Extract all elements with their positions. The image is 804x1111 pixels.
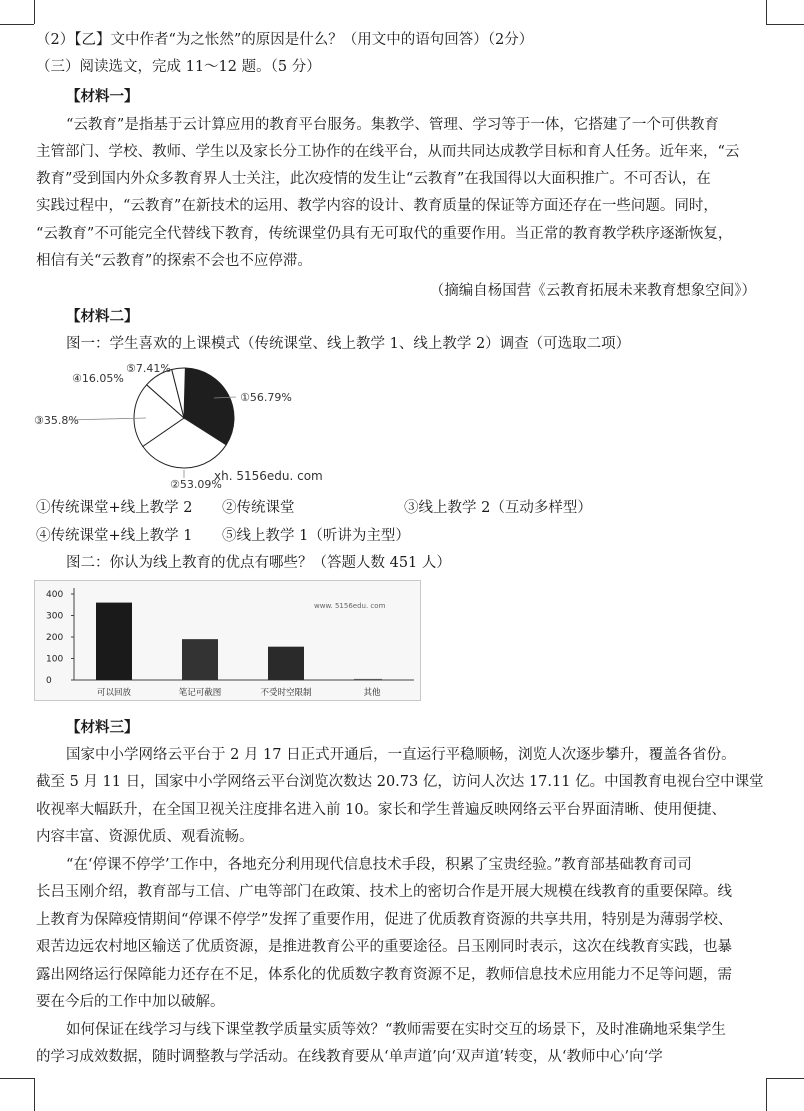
material-1-source: （摘编自杨国营《云教育拓展未来教育想象空间》） bbox=[429, 283, 756, 299]
watermark-1: xh. 5156edu. com bbox=[214, 469, 323, 483]
bar-category-label: 可以回放 bbox=[96, 688, 132, 698]
crop-mark bbox=[766, 1078, 804, 1079]
pie-legend-item-4: ④传统课堂+线上教学 1 bbox=[36, 528, 193, 544]
pie-chart bbox=[34, 360, 354, 490]
material-1-line: “云教育”是指基于云计算应用的教育平台服务。集教学、管理、学习等于一体，它搭建了一个可供教育 bbox=[66, 117, 719, 133]
material-2-title: 【材料二】 bbox=[66, 308, 139, 325]
pie-legend-item-5: ⑤线上教学 1（听讲为主型） bbox=[222, 528, 410, 544]
bar-category-label: 笔记可截图 bbox=[178, 688, 222, 698]
material-3-line: 的学习成效数据，随时调整教与学活动。在线教育要从‘单声道’向‘双声道’转变，从‘教师中心’向‘学 bbox=[36, 1049, 663, 1065]
figure-2-caption: 图二：你认为线上教育的优点有哪些？（答题人数 451 人） bbox=[66, 555, 451, 571]
chart-frame bbox=[35, 581, 421, 701]
crop-mark bbox=[0, 1078, 34, 1079]
pie-legend-item-1: ①传统课堂+线上教学 2 bbox=[36, 500, 193, 516]
question-2: （2）【乙】文中作者“为之怅然”的原因是什么？（用文中的语句回答）（2分） bbox=[36, 32, 534, 48]
material-1-line: 实践过程中，“云教育”在新技术的运用、教学内容的设计、教育质量的保证等方面还存在一些问题。同时， bbox=[36, 198, 718, 214]
material-1-line: 主管部门、学校、教师、学生以及家长分工协作的在线平台，从而共同达成教学目标和育人任务。近年来，“云 bbox=[36, 144, 740, 160]
crop-mark bbox=[766, 0, 767, 24]
bar-3 bbox=[268, 647, 304, 680]
watermark-2: www. 5156edu. com bbox=[314, 602, 386, 610]
material-1-line: 教育”受到国内外众多教育界人士关注，此次疫情的发生让“云教育”在我国得以大面积推广。不可否认，在 bbox=[36, 171, 711, 187]
material-3-line: “在‘停课不停学’工作中，各地充分利用现代信息技术手段，积累了宝贵经验。”教育部基础教育司司 bbox=[66, 857, 692, 873]
material-3-line: 露出网络运行保障能力还存在不足，体系化的优质数字教育资源不足，教师信息技术应用能力不足等问题，需 bbox=[36, 967, 732, 983]
material-3-line: 收视率大幅跃升，在全国卫视关注度排名进入前 10。家长和学生普遍反映网络云平台界面清晰、使用便捷、 bbox=[36, 802, 727, 818]
bar-chart bbox=[34, 580, 424, 705]
material-3-line: 截至 5 月 11 日，国家中小学网络云平台浏览次数达 20.73 亿，访问人次达 17.11 亿。中国教育电视台空中课堂 bbox=[36, 774, 764, 790]
bar-category-label: 不受时空限制 bbox=[260, 688, 312, 698]
material-3-line: 上教育为保障疫情期间“停课不停学”发挥了重要作用，促进了优质教育资源的共享共用，特别是为薄弱学校、 bbox=[36, 912, 733, 928]
y-tick-label: 0 bbox=[46, 676, 52, 686]
crop-mark bbox=[0, 24, 34, 25]
figure-1-caption: 图一：学生喜欢的上课模式（传统课堂、线上教学 1、线上教学 2）调查（可选取二项） bbox=[66, 336, 631, 352]
crop-mark bbox=[766, 1078, 767, 1111]
pie-label-4: ④16.05% bbox=[72, 372, 124, 385]
y-tick-label: 200 bbox=[46, 633, 64, 643]
bar-4 bbox=[354, 679, 382, 680]
y-tick-label: 100 bbox=[46, 654, 64, 665]
crop-mark bbox=[34, 1078, 35, 1111]
material-3-line: 如何保证在线学习与线下课堂教学质量实质等效？“教师需要在实时交互的场景下，及时准确地采集学生 bbox=[66, 1022, 726, 1038]
y-tick-label: 400 bbox=[46, 590, 64, 600]
y-tick-label: 300 bbox=[46, 611, 64, 622]
crop-mark bbox=[766, 24, 804, 25]
material-3-line: 艰苦边远农村地区输送了优质资源，是推进教育公平的重要途径。吕玉刚同时表示，这次在线教育实践，也暴 bbox=[36, 939, 732, 955]
material-3-line: 国家中小学网络云平台于 2 月 17 日正式开通后，一直运行平稳顺畅，浏览人次逐步攀升，覆盖各省份。 bbox=[66, 747, 736, 763]
section-3-heading: （三）阅读选文，完成 11～12 题。（5 分） bbox=[36, 59, 321, 75]
pie-legend-item-2: ②传统课堂 bbox=[222, 500, 295, 516]
pie-legend-item-3: ③线上教学 2（互动多样型） bbox=[404, 500, 592, 516]
material-1-title: 【材料一】 bbox=[66, 88, 139, 105]
crop-mark bbox=[34, 0, 35, 24]
material-3-line: 长吕玉刚介绍，教育部与工信、广电等部门在政策、技术上的密切合作是开展大规模在线教育的重要保障。线 bbox=[36, 884, 732, 900]
material-1-line: “云教育”不可能完全代替线下教育，传统课堂仍具有无可取代的重要作用。当正常的教育教学秩序逐渐恢复， bbox=[36, 226, 733, 242]
bar-category-label: 其他 bbox=[363, 688, 381, 698]
pie-label-5: ⑤7.41% bbox=[126, 362, 171, 375]
pie-label-2: ②53.09% bbox=[170, 478, 222, 490]
pie-label-3: ③35.8% bbox=[34, 414, 79, 427]
bar-2 bbox=[182, 639, 218, 680]
material-1-line: 相信有关“云教育”的探索不会也不应停滞。 bbox=[36, 253, 312, 269]
bar-1 bbox=[96, 603, 132, 680]
material-3-line: 内容丰富、资源优质、观看流畅。 bbox=[36, 829, 254, 845]
material-3-title: 【材料三】 bbox=[66, 719, 139, 736]
pie-label-1: ①56.79% bbox=[240, 391, 292, 404]
material-3-line: 要在今后的工作中加以破解。 bbox=[36, 994, 225, 1010]
